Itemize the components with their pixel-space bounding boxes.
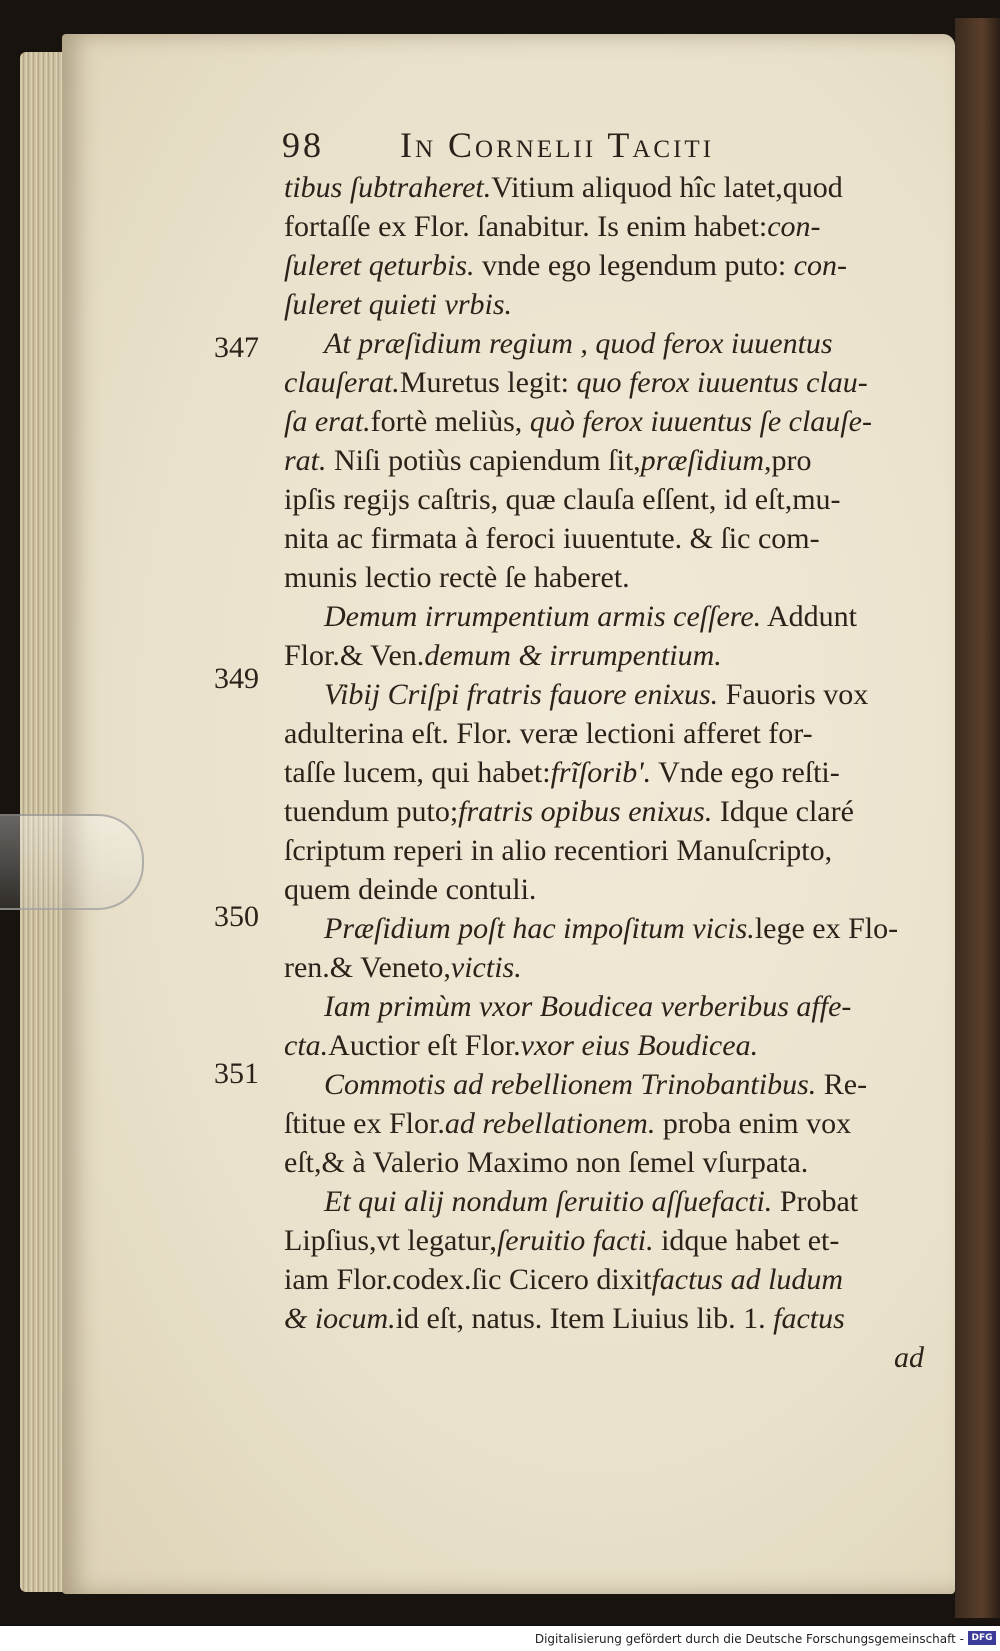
text-span: demum & irrumpentium. <box>424 639 722 672</box>
text-line <box>284 324 924 363</box>
page-title: In Cornelii Taciti <box>400 125 715 165</box>
text-span: Vnde ego reſti- <box>658 756 840 789</box>
text-span: Lipſius,vt legatur, <box>284 1224 497 1257</box>
catchword: ad <box>894 1341 924 1374</box>
text-span: vnde ego legendum puto: <box>482 249 787 282</box>
text-line <box>284 597 924 636</box>
text-span: lege ex Flo- <box>754 912 899 945</box>
text-span: quo ferox iuuentus clau- <box>576 366 868 399</box>
text-span: adulterina eſt. Flor. veræ lectioni afferet for- <box>284 717 813 750</box>
text-span: & iocum. <box>284 1302 396 1335</box>
text-span: Fauoris vox <box>725 678 869 711</box>
page-holder-clip <box>0 814 144 910</box>
text-line <box>284 1104 924 1143</box>
text-line <box>284 207 924 246</box>
margin-number: 349 <box>214 662 259 695</box>
page-number: 98 <box>282 125 324 165</box>
text-line <box>284 558 924 597</box>
text-span: fortè meliùs, <box>370 405 523 438</box>
text-span: con- <box>767 210 821 243</box>
text-span: nita ac firmata à feroci iuuentute. & ſic com- <box>284 522 820 555</box>
dfg-logo: DFG <box>968 1631 996 1645</box>
running-head <box>282 124 922 170</box>
text-span: Niſi potiùs capiendum ſit, <box>334 444 641 477</box>
funding-credit: Digitalisierung gefördert durch die Deutsche Forschungsgemeinschaft - <box>534 1632 964 1646</box>
text-line <box>284 246 924 285</box>
text-span: ſa erat. <box>284 405 371 438</box>
text-span: iam Flor.codex.ſic Cicero dixit <box>284 1263 652 1296</box>
text-span: Vibij Criſpi fratris fauore enixus. <box>324 678 719 711</box>
text-line <box>284 714 924 753</box>
text-span: rat. <box>284 444 327 477</box>
text-line <box>284 948 924 987</box>
text-span: ,pro <box>764 444 812 477</box>
text-span: ſuleret qeturbis. <box>284 249 475 282</box>
text-span: Probat <box>779 1185 859 1218</box>
text-span: cta. <box>284 1029 329 1062</box>
text-line <box>284 480 924 519</box>
text-line <box>284 402 924 441</box>
text-span: factus ad ludum <box>651 1263 844 1296</box>
text-span: ſuleret quieti vrbis. <box>284 288 513 321</box>
text-line <box>284 168 924 207</box>
text-span: Commotis ad rebellionem Trinobantibus. <box>324 1068 817 1101</box>
text-span: tuendum puto; <box>284 795 459 828</box>
text-span: ſcriptum reperi in alio recentiori Manuſcripto, <box>284 834 833 867</box>
text-line <box>284 1026 924 1065</box>
text-span: Muretus legit: <box>399 366 569 399</box>
text-line <box>284 1143 924 1182</box>
text-span: Re- <box>823 1068 868 1101</box>
book-right-edge <box>955 18 1000 1618</box>
text-span: con- <box>793 249 847 282</box>
footer-bar <box>0 1626 1000 1651</box>
text-block <box>284 168 924 1377</box>
text-line <box>284 1299 924 1338</box>
text-line <box>284 519 924 558</box>
text-span: quò ferox iuuentus ſe clauſe- <box>529 405 872 438</box>
text-span: Idque claré <box>719 795 854 828</box>
text-span: frĩſorib'. <box>550 756 652 789</box>
text-span: vxor eius Boudicea. <box>520 1029 759 1062</box>
text-line <box>284 636 924 675</box>
text-span: Auctior eſt Flor. <box>328 1029 521 1062</box>
text-span: Et qui alij nondum ſeruitio aſſuefacti. <box>324 1185 773 1218</box>
text-span: id eſt, natus. Item Liuius lib. 1. <box>395 1302 766 1335</box>
text-span: ſeruitio facti. <box>496 1224 654 1257</box>
text-line <box>284 675 924 714</box>
text-line <box>284 441 924 480</box>
text-span: fortaſſe ex Flor. ſanabitur. Is enim habet: <box>284 210 768 243</box>
text-span: Vitium aliquod hîc latet,quod <box>491 171 843 204</box>
text-span: factus <box>773 1302 845 1335</box>
margin-number: 351 <box>214 1057 259 1090</box>
text-line <box>284 792 924 831</box>
text-line <box>284 1260 924 1299</box>
text-span: clauſerat. <box>284 366 400 399</box>
text-span: ren.& Veneto, <box>284 951 451 984</box>
text-span: idque habet et- <box>661 1224 840 1257</box>
text-line <box>284 363 924 402</box>
text-line <box>284 870 924 909</box>
text-line <box>284 753 924 792</box>
text-line <box>284 1338 924 1377</box>
text-line <box>284 1221 924 1260</box>
text-span: Demum irrumpentium armis ceſſere. <box>324 600 762 633</box>
text-span: munis lectio rectè ſe haberet. <box>284 561 630 594</box>
text-span: Iam primùm vxor Boudicea verberibus affe- <box>324 990 852 1023</box>
text-line <box>284 1182 924 1221</box>
margin-number: 347 <box>214 331 259 364</box>
text-span: tibus ſubtraheret. <box>284 171 492 204</box>
text-span: ſtitue ex Flor. <box>284 1107 445 1140</box>
text-span: proba enim vox <box>662 1107 852 1140</box>
text-span: fratris opibus enixus. <box>458 795 713 828</box>
text-span: præſidium <box>640 444 765 477</box>
text-span: At præſidium regium , quod ferox iuuentus <box>324 327 833 360</box>
text-line <box>284 831 924 870</box>
margin-number: 350 <box>214 900 259 933</box>
text-span: Præſidium poſt hac impoſitum vicis. <box>324 912 755 945</box>
text-span: victis. <box>450 951 522 984</box>
text-span: ad rebellationem. <box>444 1107 656 1140</box>
text-span: taſſe lucem, qui habet: <box>284 756 551 789</box>
text-line <box>284 987 924 1026</box>
text-span: Addunt <box>767 600 858 633</box>
text-span: quem deinde contuli. <box>284 873 537 906</box>
text-span: eſt,& à Valerio Maximo non ſemel vſurpata. <box>284 1146 809 1179</box>
text-span: ipſis regijs caſtris, quæ clauſa eſſent, id eſt,mu- <box>284 483 841 516</box>
text-line <box>284 909 924 948</box>
text-line <box>284 1065 924 1104</box>
text-span: Flor.& Ven. <box>284 639 425 672</box>
text-line <box>284 285 924 324</box>
